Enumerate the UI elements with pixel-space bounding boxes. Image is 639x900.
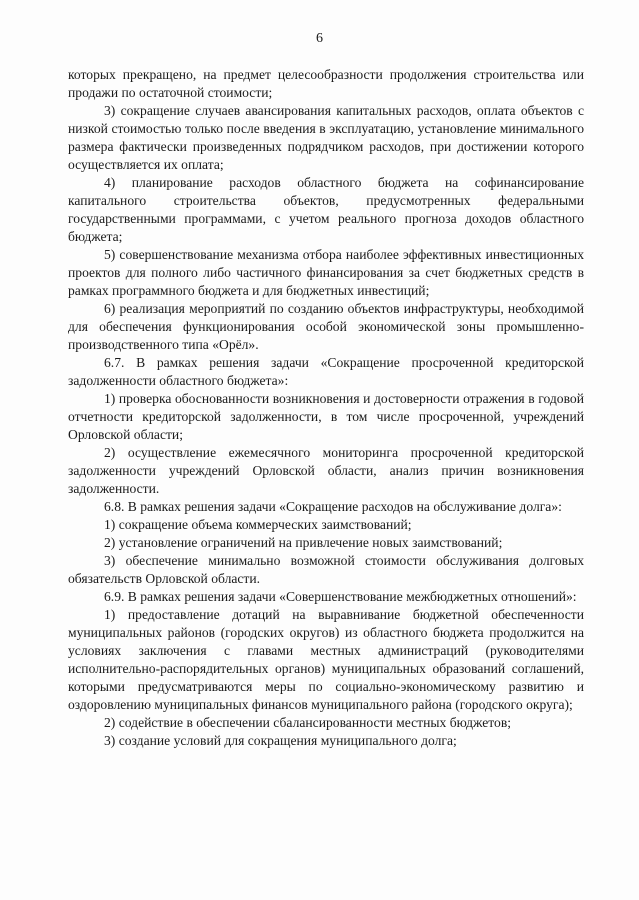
paragraph: 3) обеспечение минимально возможной стоимости обслуживания долговых обязательств Орловской области. — [68, 553, 584, 586]
paragraph: 6.8. В рамках решения задачи «Сокращение расходов на обслуживание долга»: — [104, 499, 562, 514]
document-body — [68, 66, 584, 750]
paragraph: 6.9. В рамках решения задачи «Совершенствование межбюджетных отношений»: — [104, 589, 577, 604]
paragraph: 6.7. В рамках решения задачи «Сокращение просроченной кредиторской задолженности областного бюджета»: — [68, 355, 584, 388]
paragraph: 2) содействие в обеспечении сбалансированности местных бюджетов; — [104, 715, 512, 730]
paragraph: 3) создание условий для сокращения муниципального долга; — [104, 733, 457, 748]
page-number: 6 — [316, 31, 323, 46]
paragraph: 1) проверка обоснованности возникновения и достоверности отражения в годовой отчетности кредиторской задолженности, в том числе просроченной, учреждений Орловской области; — [68, 391, 584, 442]
paragraph: 2) установление ограничений на привлечение новых заимствований; — [104, 535, 503, 550]
paragraph: 3) сокращение случаев авансирования капитальных расходов, оплата объектов с низкой стоимостью только после введения в эксплуатацию, установление минимального размера фактически произведенных подрядчиком расходов, при достижении которого осуществляется их оплата; — [68, 103, 584, 172]
paragraph: 1) сокращение объема коммерческих заимствований; — [104, 517, 412, 532]
paragraph: 5) совершенствование механизма отбора наиболее эффективных инвестиционных проектов для полного либо частичного финансирования за счет бюджетных средств в рамках программного бюджета и для бюджетных инвестиций; — [68, 247, 584, 298]
paragraph: 2) осуществление ежемесячного мониторинга просроченной кредиторской задолженности учреждений Орловской области, анализ причин возникновения задолженности. — [68, 445, 584, 496]
paragraph: 6) реализация мероприятий по созданию объектов инфраструктуры, необходимой для обеспечения функционирования особой экономической зоны промышленно-производственного типа «Орёл». — [68, 301, 584, 352]
paragraph: 4) планирование расходов областного бюджета на софинансирование капитального строительства объектов, предусмотренных федеральными государственными программами, с учетом реального прогноза доходов областного бюджета; — [68, 175, 584, 244]
paragraph: которых прекращено, на предмет целесообразности продолжения строительства или продажи по остаточной стоимости; — [68, 67, 584, 100]
paragraph: 1) предоставление дотаций на выравнивание бюджетной обеспеченности муниципальных районов (городских округов) из областного бюджета продолжится на условиях заключения с главами местных администраций (руководителями исполнительно-распорядительных органов) муниципальных образований соглашений, которыми предусматриваются меры по социально-экономическому развитию и оздоровлению муниципальных финансов муниципального района (городского округа); — [68, 607, 584, 712]
